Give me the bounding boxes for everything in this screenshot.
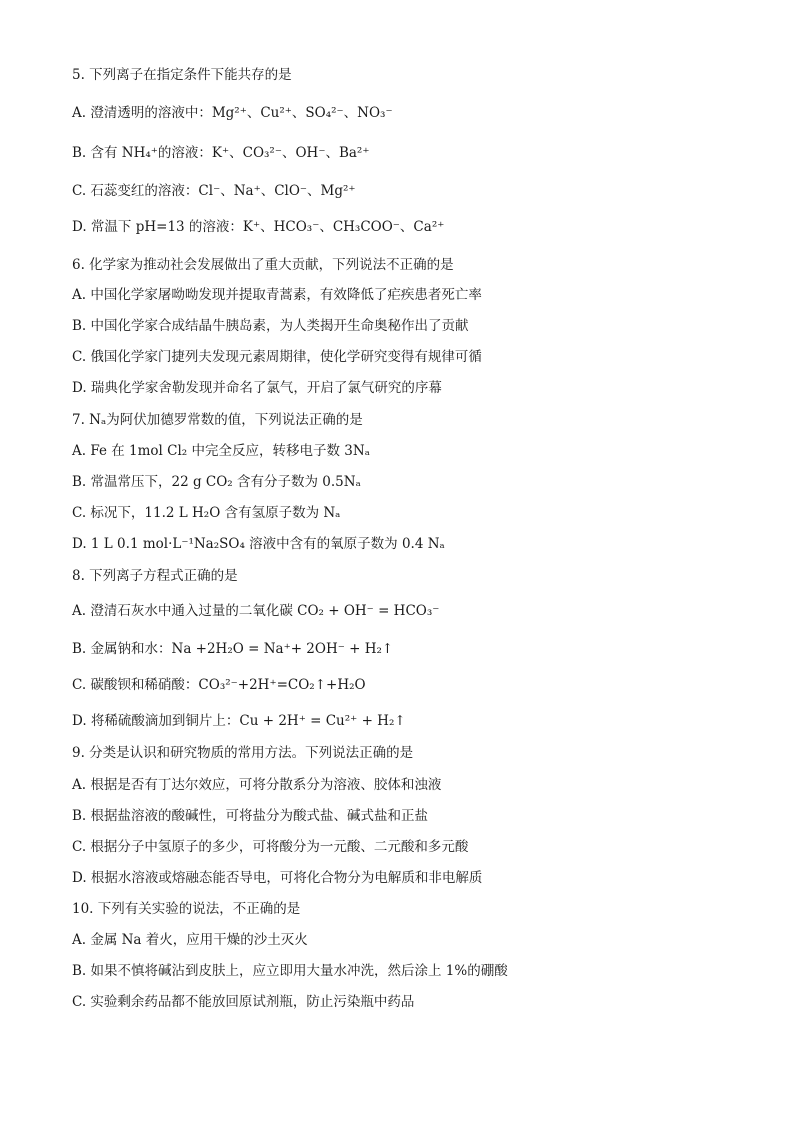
question-9-option-c: C. 根据分子中氢原子的多少，可将酸分为一元酸、二元酸和多元酸 xyxy=(72,839,469,855)
question-9-stem: 9. 分类是认识和研究物质的常用方法。下列说法正确的是 xyxy=(72,745,414,761)
question-5-option-c: C. 石蕊变红的溶液：Cl⁻、Na⁺、ClO⁻、Mg²⁺ xyxy=(72,183,356,199)
question-6-stem: 6. 化学家为推动社会发展做出了重大贡献，下列说法不正确的是 xyxy=(72,257,454,273)
question-6-option-a: A. 中国化学家屠呦呦发现并提取青蒿素，有效降低了疟疾患者死亡率 xyxy=(72,287,482,303)
question-7-option-d: D. 1 L 0.1 mol·L⁻¹Na₂SO₄ 溶液中含有的氧原子数为 0.4 Nₐ xyxy=(72,536,445,552)
question-6-option-d: D. 瑞典化学家舍勒发现并命名了氯气，开启了氯气研究的序幕 xyxy=(72,380,442,396)
question-9-option-a: A. 根据是否有丁达尔效应，可将分散系分为溶液、胶体和浊液 xyxy=(72,777,442,793)
question-8-option-c: C. 碳酸钡和稀硝酸：CO₃²⁻+2H⁺=CO₂↑+H₂O xyxy=(72,677,366,693)
question-8-option-d: D. 将稀硫酸滴加到铜片上：Cu + 2H⁺ = Cu²⁺ + H₂↑ xyxy=(72,713,406,729)
question-5-stem: 5. 下列离子在指定条件下能共存的是 xyxy=(72,67,292,83)
question-7-option-c: C. 标况下，11.2 L H₂O 含有氢原子数为 Nₐ xyxy=(72,505,341,521)
question-8-option-a: A. 澄清石灰水中通入过量的二氧化碳 CO₂ + OH⁻ = HCO₃⁻ xyxy=(72,603,440,619)
question-7-option-a: A. Fe 在 1mol Cl₂ 中完全反应，转移电子数 3Nₐ xyxy=(72,443,370,459)
question-7-option-b: B. 常温常压下，22 g CO₂ 含有分子数为 0.5Nₐ xyxy=(72,474,361,490)
question-10-stem: 10. 下列有关实验的说法，不正确的是 xyxy=(72,901,301,917)
question-5-option-b: B. 含有 NH₄⁺的溶液：K⁺、CO₃²⁻、OH⁻、Ba²⁺ xyxy=(72,145,370,161)
question-9-option-d: D. 根据水溶液或熔融态能否导电，可将化合物分为电解质和非电解质 xyxy=(72,870,483,886)
question-6-option-b: B. 中国化学家合成结晶牛胰岛素，为人类揭开生命奥秘作出了贡献 xyxy=(72,318,469,334)
question-10-option-a: A. 金属 Na 着火，应用干燥的沙土灭火 xyxy=(72,932,308,948)
question-8-stem: 8. 下列离子方程式正确的是 xyxy=(72,568,238,584)
question-10-option-c: C. 实验剩余药品都不能放回原试剂瓶，防止污染瓶中药品 xyxy=(72,994,415,1010)
question-7-stem: 7. Nₐ为阿伏加德罗常数的值，下列说法正确的是 xyxy=(72,412,363,428)
question-9-option-b: B. 根据盐溶液的酸碱性，可将盐分为酸式盐、碱式盐和正盐 xyxy=(72,808,429,824)
question-6-option-c: C. 俄国化学家门捷列夫发现元素周期律，使化学研究变得有规律可循 xyxy=(72,349,482,365)
question-10-option-b: B. 如果不慎将碱沾到皮肤上，应立即用大量水冲洗，然后涂上 1%的硼酸 xyxy=(72,963,508,979)
question-5-option-d: D. 常温下 pH=13 的溶液：K⁺、HCO₃⁻、CH₃COO⁻、Ca²⁺ xyxy=(72,219,445,235)
question-8-option-b: B. 金属钠和水：Na +2H₂O = Na⁺+ 2OH⁻ + H₂↑ xyxy=(72,641,394,657)
question-5-option-a: A. 澄清透明的溶液中：Mg²⁺、Cu²⁺、SO₄²⁻、NO₃⁻ xyxy=(72,105,393,121)
